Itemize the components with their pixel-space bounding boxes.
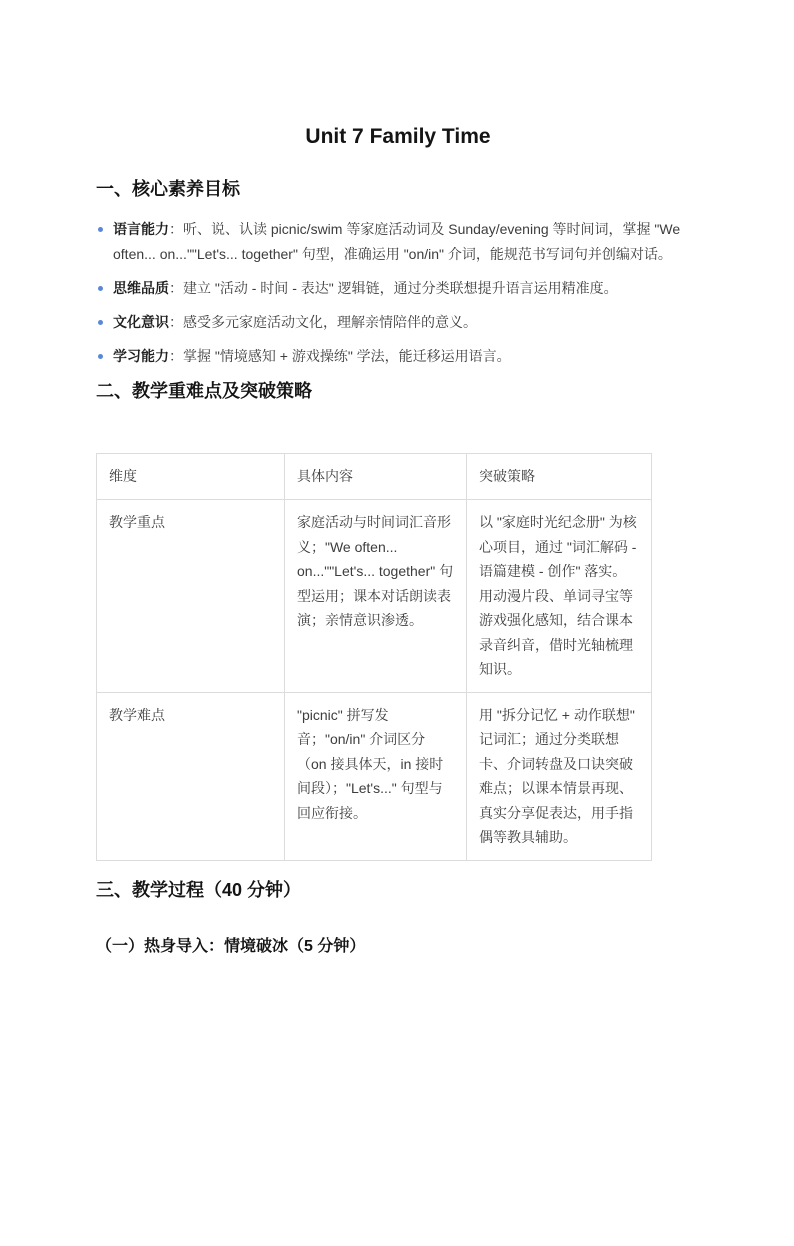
table-cell-strategy: 以 "家庭时光纪念册" 为核心项目，通过 "词汇解码 - 语篇建模 - 创作" 落实。用动漫片段、单词寻宝等游戏强化感知，结合课本录音纠音，借时光轴梳理知识。 <box>467 500 652 693</box>
page-title: Unit 7 Family Time <box>305 125 491 148</box>
section-heading-teaching-process: 三、教学过程（40 分钟） <box>96 879 302 900</box>
table-cell-strategy: 用 "拆分记忆 + 动作联想" 记词汇；通过分类联想卡、介词转盘及口诀突破难点；以课本情景再现、真实分享促表达，用手指偶等教具辅助。 <box>467 692 652 860</box>
list-item <box>96 276 700 301</box>
key-points-table <box>96 453 652 861</box>
subsection-heading-warmup: （一）热身导入：情境破冰（5 分钟） <box>96 937 366 955</box>
section-heading-core-goals: 一、核心素养目标 <box>96 179 240 199</box>
goal-label: 语言能力 <box>113 221 169 237</box>
goal-text: 感受多元家庭活动文化，理解亲情陪伴的意义。 <box>183 314 477 330</box>
list-item <box>96 310 700 335</box>
bullet-dot-icon <box>98 286 103 291</box>
table-cell-dimension: 教学难点 <box>97 692 285 860</box>
goal-colon: ： <box>169 280 183 296</box>
goal-colon: ： <box>169 314 183 330</box>
table-row <box>97 500 652 693</box>
table-header-content: 具体内容 <box>285 454 467 500</box>
table-header-dimension: 维度 <box>97 454 285 500</box>
goals-list <box>96 217 700 369</box>
list-item <box>96 217 700 267</box>
table-cell-content: 家庭活动与时间词汇音形义；"We often... on...""Let's... together" 句型运用；课本对话朗读表演；亲情意识渗透。 <box>285 500 467 693</box>
bullet-dot-icon <box>98 227 103 232</box>
table-header-row <box>97 454 652 500</box>
table-row <box>97 692 652 860</box>
goal-text: 掌握 "情境感知 + 游戏操练" 学法，能迁移运用语言。 <box>183 348 511 364</box>
table-header-strategy: 突破策略 <box>467 454 652 500</box>
goal-text: 听、说、认读 picnic/swim 等家庭活动词及 Sunday/evening 等时间词，掌握 "We often... on...""Let's... together" 句型，准确运用 "on/in" 介词，能规范书写词句并创编对话。 <box>113 221 681 262</box>
table-cell-content: "picnic" 拼写发音；"on/in" 介词区分（on 接具体天，in 接时间段）；"Let's..." 句型与回应衔接。 <box>285 692 467 860</box>
bullet-dot-icon <box>98 320 103 325</box>
bullet-dot-icon <box>98 354 103 359</box>
goal-label: 文化意识 <box>113 314 169 330</box>
goal-label: 思维品质 <box>113 280 169 296</box>
section-heading-key-points: 二、教学重难点及突破策略 <box>96 381 312 401</box>
list-item <box>96 344 700 369</box>
document-page <box>0 123 794 1246</box>
goal-colon: ： <box>169 221 183 237</box>
goal-text: 建立 "活动 - 时间 - 表达" 逻辑链，通过分类联想提升语言运用精准度。 <box>183 280 618 296</box>
goal-label: 学习能力 <box>113 348 169 364</box>
table-cell-dimension: 教学重点 <box>97 500 285 693</box>
goal-colon: ： <box>169 348 183 364</box>
